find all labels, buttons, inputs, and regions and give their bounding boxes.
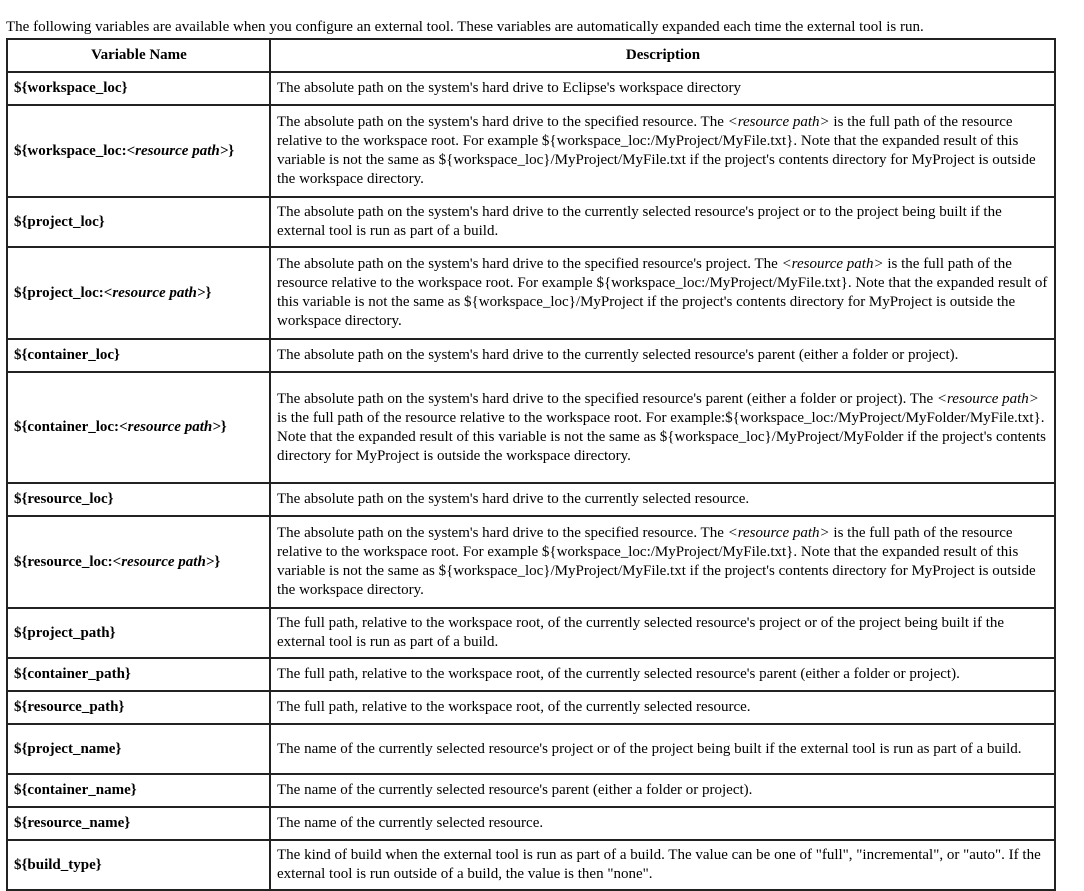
variable-name: ${project_loc} bbox=[7, 197, 270, 247]
table-row bbox=[7, 247, 1055, 339]
variable-name: ${project_name} bbox=[7, 724, 270, 774]
variable-name: ${container_loc} bbox=[7, 339, 270, 372]
variables-table bbox=[6, 38, 1056, 891]
table-row bbox=[7, 372, 1055, 483]
variable-description: The name of the currently selected resource's parent (either a folder or project). bbox=[270, 774, 1055, 807]
table-row bbox=[7, 197, 1055, 247]
variable-description: The absolute path on the system's hard drive to Eclipse's workspace directory bbox=[270, 72, 1055, 105]
variable-name: ${project_path} bbox=[7, 608, 270, 658]
variable-name: ${workspace_loc} bbox=[7, 72, 270, 105]
variable-name: ${container_name} bbox=[7, 774, 270, 807]
intro-paragraph: The following variables are available when you configure an external tool. These variables are automatically expanded each time the external tool is run. bbox=[6, 19, 924, 35]
variable-description: The full path, relative to the workspace root, of the currently selected resource. bbox=[270, 691, 1055, 724]
variable-description: The absolute path on the system's hard drive to the currently selected resource's parent (either a folder or project). bbox=[270, 339, 1055, 372]
variable-name: ${container_loc:<resource path>} bbox=[7, 372, 270, 483]
table-row bbox=[7, 339, 1055, 372]
table-row bbox=[7, 483, 1055, 516]
table-row bbox=[7, 807, 1055, 840]
variable-name: ${resource_path} bbox=[7, 691, 270, 724]
variable-description: The full path, relative to the workspace root, of the currently selected resource's parent (either a folder or project). bbox=[270, 658, 1055, 691]
header-variable-name: Variable Name bbox=[7, 39, 270, 72]
variable-name: ${build_type} bbox=[7, 840, 270, 890]
variable-name: ${project_loc:<resource path>} bbox=[7, 247, 270, 339]
table-row bbox=[7, 72, 1055, 105]
variable-name: ${resource_loc} bbox=[7, 483, 270, 516]
table-row bbox=[7, 658, 1055, 691]
table-row bbox=[7, 608, 1055, 658]
variable-name: ${workspace_loc:<resource path>} bbox=[7, 105, 270, 197]
variable-description: The full path, relative to the workspace root, of the currently selected resource's project or of the project being built if the external tool is run as part of a build. bbox=[270, 608, 1055, 658]
header-description: Description bbox=[270, 39, 1055, 72]
variable-name: ${resource_name} bbox=[7, 807, 270, 840]
variable-name: ${resource_loc:<resource path>} bbox=[7, 516, 270, 608]
table-row bbox=[7, 691, 1055, 724]
table-row bbox=[7, 724, 1055, 774]
variable-description: The name of the currently selected resource's project or of the project being built if the external tool is run as part of a build. bbox=[270, 724, 1055, 774]
table-header-row bbox=[7, 39, 1055, 72]
table-row bbox=[7, 516, 1055, 608]
table-row bbox=[7, 105, 1055, 197]
table-row bbox=[7, 840, 1055, 890]
table-row bbox=[7, 774, 1055, 807]
variable-description: The absolute path on the system's hard drive to the currently selected resource. bbox=[270, 483, 1055, 516]
variable-description: The absolute path on the system's hard drive to the specified resource. The <resource path> is the full path of the resource relative to the workspace root. For example ${workspace_loc:/MyProject/MyFile.txt}. Note that the expanded result of this variable is not the same as ${workspace_loc}/MyProject/MyFile.txt if the project's contents directory for MyProject is outside the workspace directory. bbox=[270, 105, 1055, 197]
variable-description: The absolute path on the system's hard drive to the specified resource. The <resource path> is the full path of the resource relative to the workspace root. For example ${workspace_loc:/MyProject/MyFile.txt}. Note that the expanded result of this variable is not the same as ${workspace_loc}/MyProject/MyFile.txt if the project's contents directory for MyProject is outside the workspace directory. bbox=[270, 516, 1055, 608]
variable-description: The name of the currently selected resource. bbox=[270, 807, 1055, 840]
variable-description: The absolute path on the system's hard drive to the currently selected resource's project or to the project being built if the external tool is run as part of a build. bbox=[270, 197, 1055, 247]
variable-description: The absolute path on the system's hard drive to the specified resource's project. The <resource path> is the full path of the resource relative to the workspace root. For example ${workspace_loc:/MyProject/MyFile.txt}. Note that the expanded result of this variable is not the same as ${workspace_loc}/MyProject if the project's contents directory for MyProject is outside the workspace directory. bbox=[270, 247, 1055, 339]
variable-description: The absolute path on the system's hard drive to the specified resource's parent (either a folder or project). The <resource path> is the full path of the resource relative to the workspace root. For example:${workspace_loc:/MyProject/MyFolder/MyFile.txt}. Note that the expanded result of this variable is not the same as ${workspace_loc}/MyProject/MyFolder if the project's contents directory for MyProject is outside the workspace directory. bbox=[270, 372, 1055, 483]
variable-description: The kind of build when the external tool is run as part of a build. The value can be one of "full", "incremental", or "auto". If the external tool is run outside of a build, the value is then "none". bbox=[270, 840, 1055, 890]
variable-name: ${container_path} bbox=[7, 658, 270, 691]
